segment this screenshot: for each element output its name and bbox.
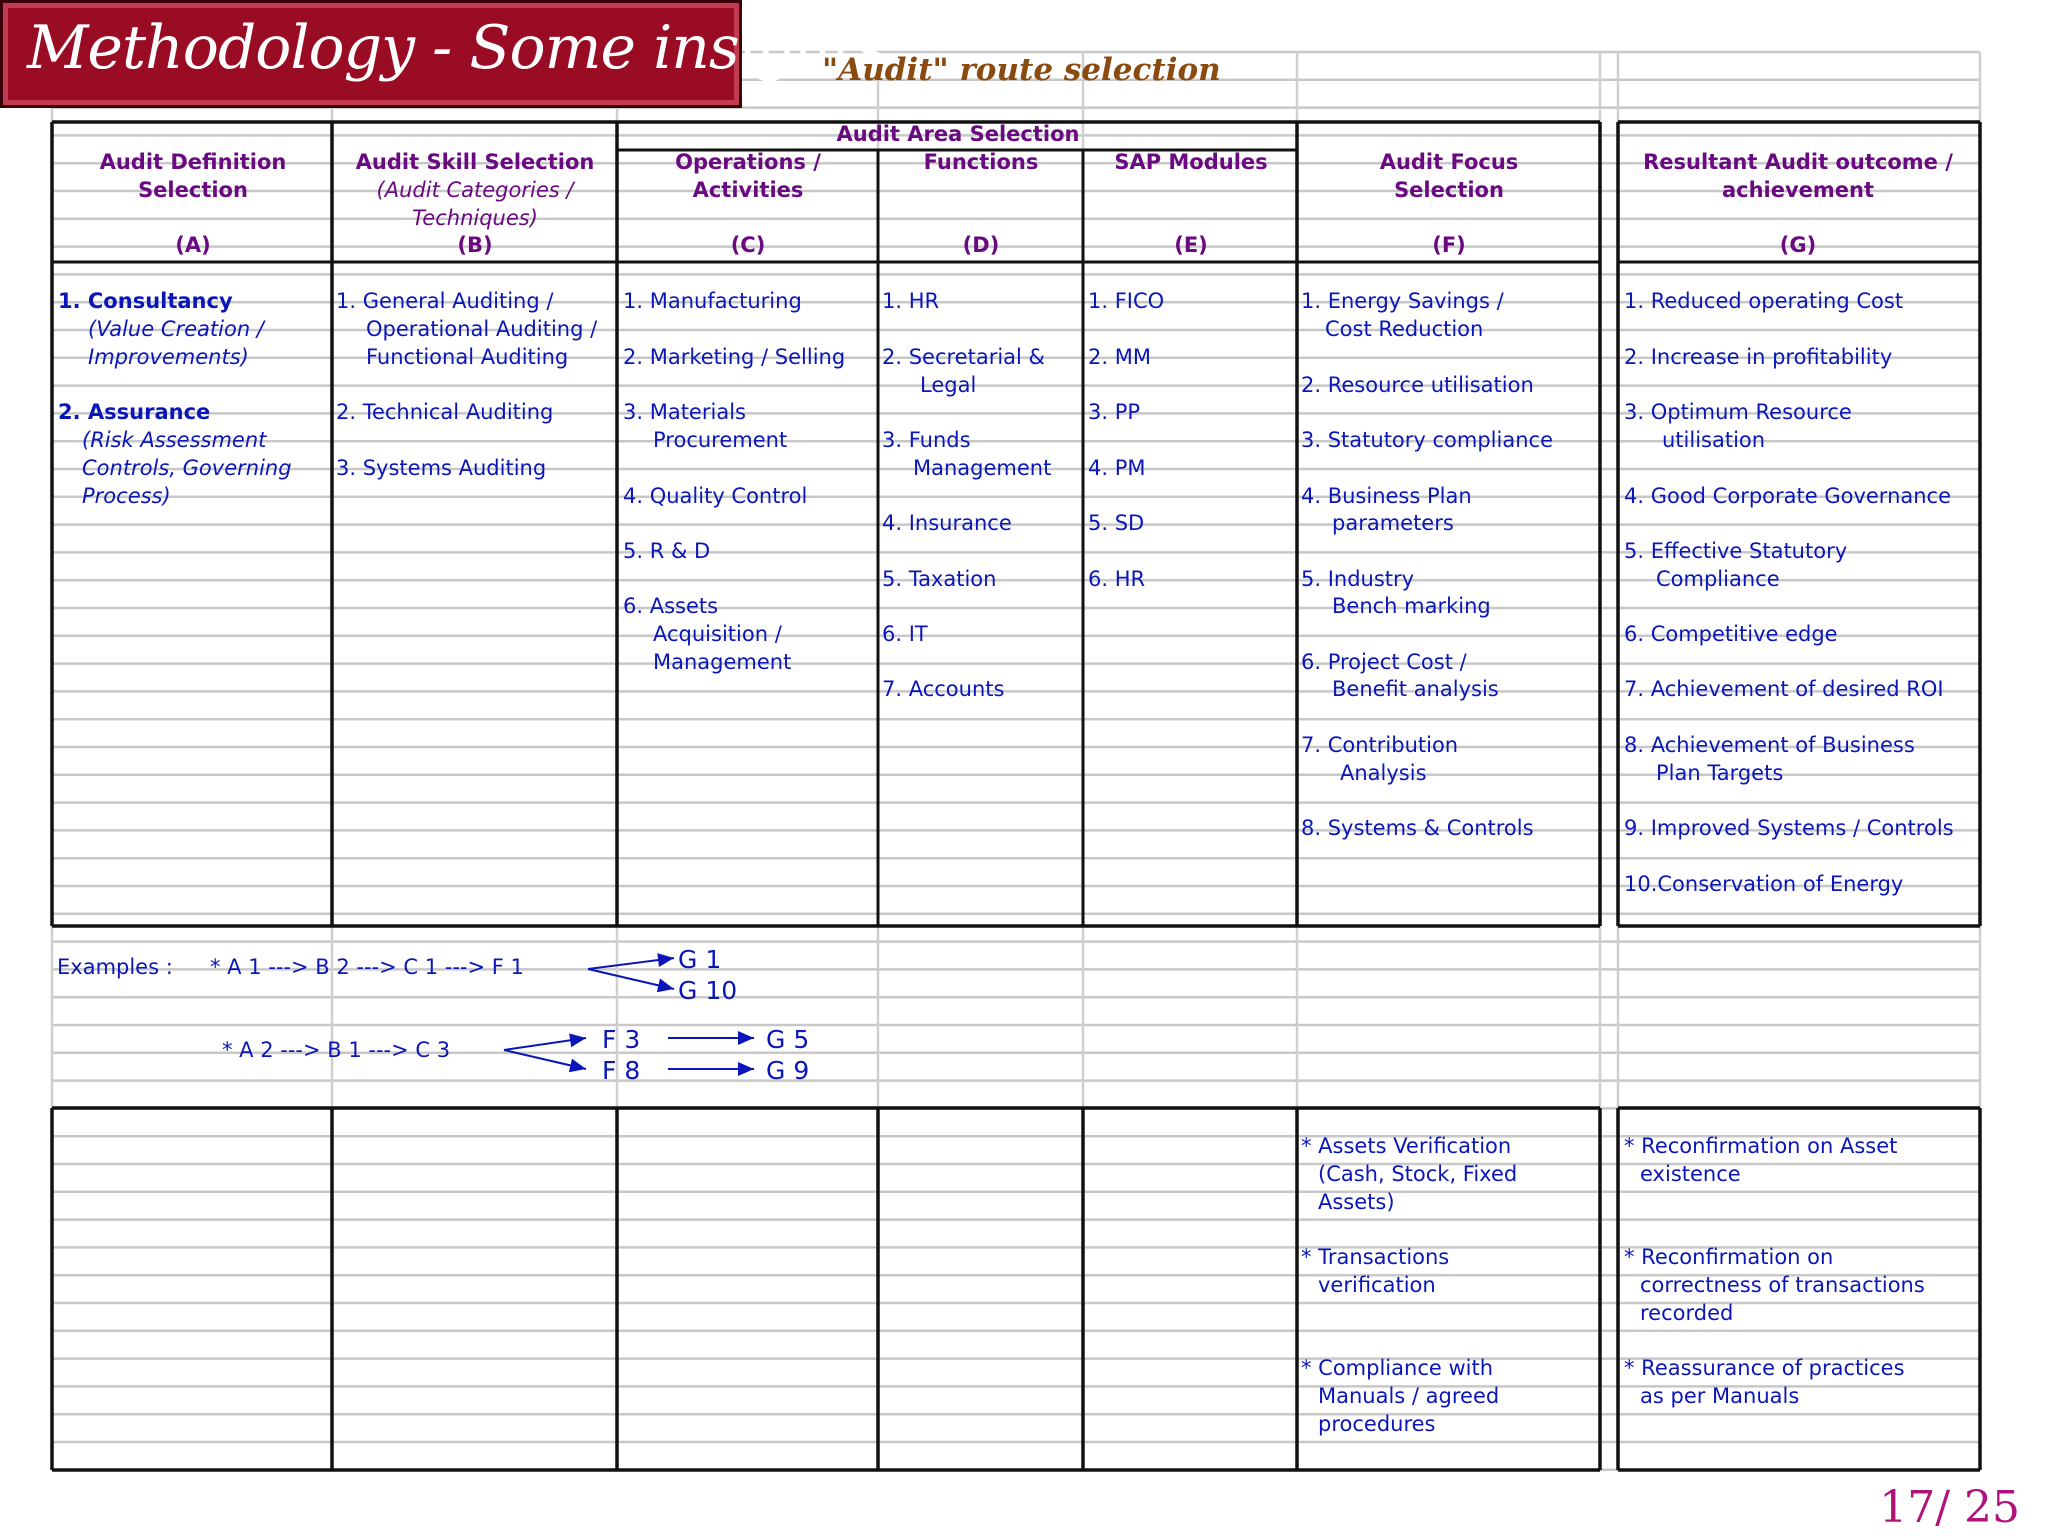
col-g-item: 8. Achievement of Business xyxy=(1624,733,1915,757)
bottom-f-item: procedures xyxy=(1318,1412,1436,1436)
col-g-item: 6. Competitive edge xyxy=(1624,622,1838,646)
col-c-item: 6. Assets xyxy=(623,594,719,618)
header-a-line2: Selection xyxy=(138,178,248,202)
header-c-line1: Operations / xyxy=(675,150,821,174)
header-e-line1: SAP Modules xyxy=(1114,150,1268,174)
col-f-item: 2. Resource utilisation xyxy=(1301,373,1534,397)
bottom-f-item: Manuals / agreed xyxy=(1318,1384,1500,1408)
col-e-item: 3. PP xyxy=(1088,400,1141,424)
bottom-g-item: existence xyxy=(1640,1162,1741,1186)
page-number: 17/ 25 xyxy=(1879,1482,2020,1533)
col-g-item: utilisation xyxy=(1662,428,1766,452)
arrow-head xyxy=(569,1033,586,1047)
col-f-item: parameters xyxy=(1332,511,1454,535)
col-c-item: 4. Quality Control xyxy=(623,484,808,508)
col-a-item: (Value Creation / xyxy=(88,317,264,341)
slide-title: Methodology - Some insights xyxy=(27,13,885,83)
col-g-item: 1. Reduced operating Cost xyxy=(1624,289,1904,313)
header-c-line2: Activities xyxy=(692,178,804,202)
col-g-item: 5. Effective Statutory xyxy=(1624,539,1848,563)
col-f-item: Benefit analysis xyxy=(1332,677,1499,701)
col-d-item: 1. HR xyxy=(882,289,940,313)
col-g-item: 2. Increase in profitability xyxy=(1624,345,1893,369)
bottom-f-item: * Transactions xyxy=(1301,1245,1450,1269)
header-b-line1: Audit Skill Selection xyxy=(355,150,595,174)
col-a-item: 1. Consultancy xyxy=(58,289,233,313)
header-g-line1: Resultant Audit outcome / xyxy=(1643,150,1953,174)
bottom-f-item: * Assets Verification xyxy=(1301,1134,1512,1158)
arrow-head xyxy=(657,979,674,993)
bottom-g-item: * Reconfirmation on xyxy=(1624,1245,1834,1269)
col-a-item: Process) xyxy=(82,484,171,508)
col-f-item: 3. Statutory compliance xyxy=(1301,428,1553,452)
examples-label: Examples : xyxy=(57,955,173,979)
arrow-head xyxy=(738,1062,754,1076)
col-g-item: Compliance xyxy=(1656,567,1780,591)
bottom-g-item: correctness of transactions xyxy=(1640,1273,1925,1297)
col-f-item: 8. Systems & Controls xyxy=(1301,816,1534,840)
example-1-target-2: G 10 xyxy=(678,976,738,1005)
col-f-item: Analysis xyxy=(1340,761,1427,785)
arrow-head xyxy=(738,1031,754,1045)
bottom-g-item: * Reassurance of practices xyxy=(1624,1356,1905,1380)
col-e-item: 5. SD xyxy=(1088,511,1145,535)
col-f-item: 5. Industry xyxy=(1301,567,1415,591)
col-f-item: 4. Business Plan xyxy=(1301,484,1472,508)
col-f-item: 6. Project Cost / xyxy=(1301,650,1467,674)
header-f-line1: Audit Focus xyxy=(1379,150,1519,174)
code-e: (E) xyxy=(1174,233,1208,257)
col-g-item: Plan Targets xyxy=(1656,761,1784,785)
code-b: (B) xyxy=(457,233,493,257)
col-b-item: 2. Technical Auditing xyxy=(336,400,554,424)
arrow-head xyxy=(657,953,674,967)
col-b-item: 3. Systems Auditing xyxy=(336,456,547,480)
col-f-item: Bench marking xyxy=(1332,594,1491,618)
example-2-mid-1: F 3 xyxy=(602,1025,641,1054)
code-g: (G) xyxy=(1779,233,1817,257)
bottom-f-item: verification xyxy=(1318,1273,1436,1297)
col-d-item: 5. Taxation xyxy=(882,567,997,591)
header-b-line3: Techniques) xyxy=(412,206,538,230)
col-f-item: 1. Energy Savings / xyxy=(1301,289,1504,313)
code-d: (D) xyxy=(962,233,1000,257)
bottom-g-item: recorded xyxy=(1640,1301,1734,1325)
col-g-item: 7. Achievement of desired ROI xyxy=(1624,677,1944,701)
code-c: (C) xyxy=(730,233,766,257)
col-c-item: 3. Materials xyxy=(623,400,746,424)
col-e-item: 4. PM xyxy=(1088,456,1146,480)
col-d-item: Management xyxy=(913,456,1052,480)
col-e-item: 1. FICO xyxy=(1088,289,1165,313)
header-f-line2: Selection xyxy=(1394,178,1504,202)
col-f-item: Cost Reduction xyxy=(1325,317,1484,341)
col-a-item: Controls, Governing xyxy=(82,456,292,480)
example-2-target-1: G 5 xyxy=(766,1025,810,1054)
col-d-item: 2. Secretarial & xyxy=(882,345,1045,369)
example-2-path: * A 2 ---> B 1 ---> C 3 xyxy=(222,1038,451,1062)
bottom-f-item: (Cash, Stock, Fixed xyxy=(1318,1162,1518,1186)
col-b-item: Operational Auditing / xyxy=(366,317,598,341)
example-2-mid-2: F 8 xyxy=(602,1056,641,1085)
col-f-item: 7. Contribution xyxy=(1301,733,1459,757)
col-d-item: 7. Accounts xyxy=(882,677,1005,701)
example-1-target-1: G 1 xyxy=(678,945,722,974)
col-e-item: 6. HR xyxy=(1088,567,1146,591)
col-a-item: (Risk Assessment xyxy=(82,428,267,452)
col-g-item: 3. Optimum Resource xyxy=(1624,400,1852,424)
code-a: (A) xyxy=(175,233,211,257)
header-d-line1: Functions xyxy=(923,150,1039,174)
bottom-g-item: * Reconfirmation on Asset xyxy=(1624,1134,1898,1158)
audit-area-header: Audit Area Selection xyxy=(836,122,1080,146)
title-banner xyxy=(0,0,885,108)
col-g-item: 4. Good Corporate Governance xyxy=(1624,484,1952,508)
col-c-item: Acquisition / xyxy=(653,622,782,646)
arrow-head xyxy=(569,1059,586,1073)
col-e-item: 2. MM xyxy=(1088,345,1151,369)
col-c-item: Management xyxy=(653,650,792,674)
col-a-item: 2. Assurance xyxy=(58,400,211,424)
code-f: (F) xyxy=(1432,233,1466,257)
col-d-item: 3. Funds xyxy=(882,428,971,452)
example-2-target-2: G 9 xyxy=(766,1056,810,1085)
col-d-item: 6. IT xyxy=(882,622,928,646)
col-g-item: 9. Improved Systems / Controls xyxy=(1624,816,1954,840)
col-b-item: Functional Auditing xyxy=(366,345,569,369)
slide-subtitle: "Audit" route selection xyxy=(822,52,1221,88)
col-b-item: 1. General Auditing / xyxy=(336,289,554,313)
header-g-line2: achievement xyxy=(1721,178,1875,202)
bottom-f-item: * Compliance with xyxy=(1301,1356,1494,1380)
col-c-item: 5. R & D xyxy=(623,539,711,563)
col-c-item: Procurement xyxy=(653,428,788,452)
bottom-g-item: as per Manuals xyxy=(1640,1384,1800,1408)
col-c-item: 1. Manufacturing xyxy=(623,289,802,313)
col-g-item: 10.Conservation of Energy xyxy=(1624,872,1904,896)
col-c-item: 2. Marketing / Selling xyxy=(623,345,846,369)
col-a-item: Improvements) xyxy=(88,345,249,369)
bottom-f-item: Assets) xyxy=(1318,1190,1395,1214)
header-a-line1: Audit Definition xyxy=(99,150,287,174)
col-d-item: 4. Insurance xyxy=(882,511,1012,535)
col-d-item: Legal xyxy=(920,373,977,397)
example-1-path: * A 1 ---> B 2 ---> C 1 ---> F 1 xyxy=(210,955,524,979)
header-b-line2: (Audit Categories / xyxy=(376,178,574,202)
